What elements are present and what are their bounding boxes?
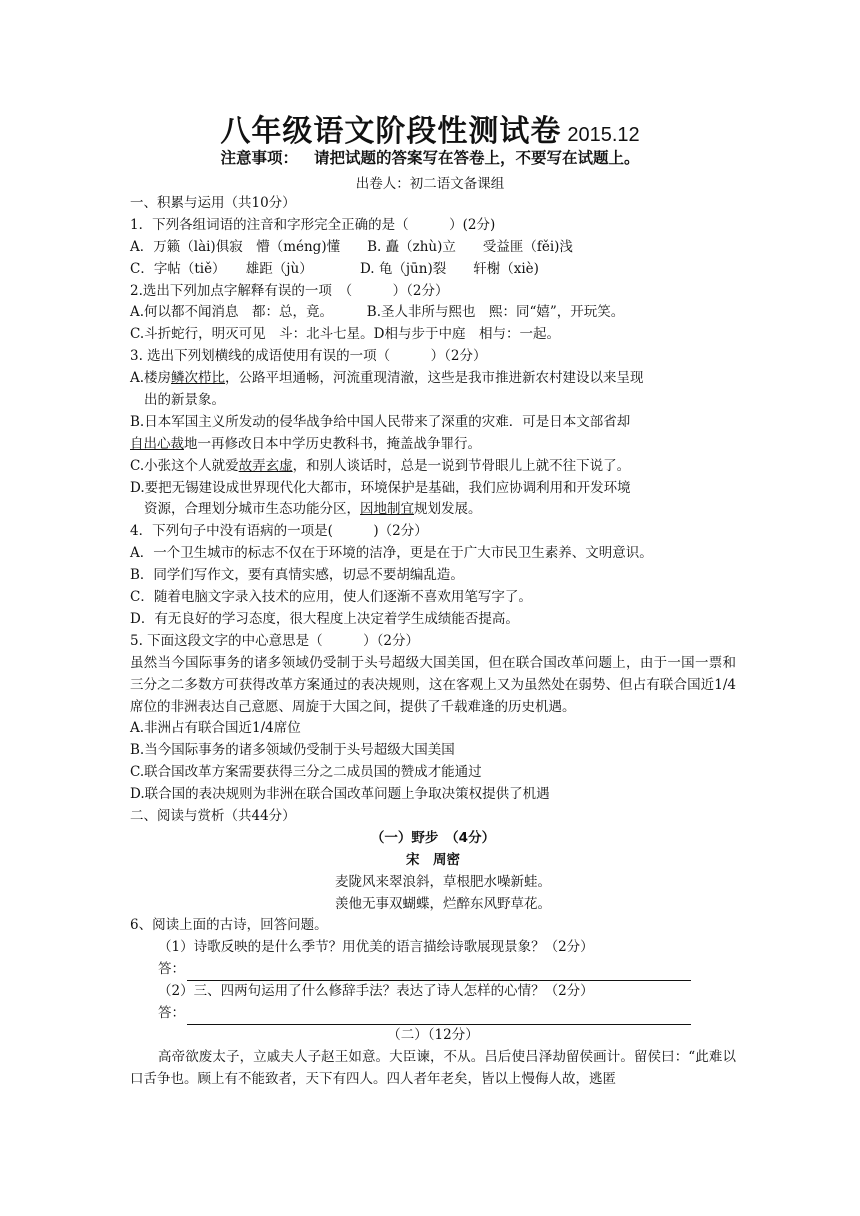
q6-sub-2: （2）三、四两句运用了什么修辞手法？表达了诗人怎样的心情？（2分） <box>158 983 594 1000</box>
part2-passage: 高帝欲废太子，立戚夫人子赵王如意。大臣谏，不从。吕后使吕泽劫留侯画计。留侯曰：“此难以口舌争也。顾上有不能致者，天下有四人。四人者年老矣，皆以上慢侮人故，逃匿 <box>130 1048 736 1087</box>
q4-option-b: B．同学们写作文，要有真情实感，切忌不要胡编乱造。 <box>130 567 464 584</box>
q5-option-c: C.联合国改革方案需要获得三分之二成员国的赞成才能通过 <box>130 764 482 781</box>
q6-sub-1: （1）诗歌反映的是什么季节？用优美的语言描绘诗歌展现景象？（2分） <box>158 939 594 956</box>
q3-option-c: C.小张这个人就爱故弄玄虚，和别人谈话时，总是一说到节骨眼儿上就不往下说了。 <box>130 457 631 474</box>
q6-stem: 6、阅读上面的古诗，回答问题。 <box>130 917 328 934</box>
section2-heading: 二、阅读与赏析（共44分） <box>130 807 296 824</box>
answer-line <box>187 1010 691 1025</box>
q2-options-cd: C.斗折蛇行，明灭可见 斗：北斗七星。D相与步于中庭 相与：一起。 <box>130 326 560 343</box>
q1-stem: 1．下列各组词语的注音和字形完全正确的是（ ）(2分) <box>130 216 496 233</box>
q6-answer-1 <box>130 959 736 981</box>
q4-option-c: C．随着电脑文字录入技术的应用，使人们逐渐不喜欢用笔写字了。 <box>130 589 532 606</box>
q3-option-d: D.要把无锡建设成世界现代化大都市，环境保护是基础，我们应协调利用和开发环境 <box>130 479 631 496</box>
q1-options-ab: A．万籁（lài)俱寂 懵（méng)懂 B. 矗（zhù)立 受益匪（fěi)浅 <box>130 238 573 255</box>
q4-option-d: D．有无良好的学习态度，很大程度上决定着学生成绩能否提高。 <box>130 610 519 627</box>
exam-body <box>130 193 736 1091</box>
part2-title: （二）（12分） <box>387 1026 479 1043</box>
q5-passage: 虽然当今国际事务的诸多领域仍受制于头号超级大国美国，但在联合国改革问题上，由于一国一票和三分之二多数方可获得改革方案通过的表决规则，这在客观上又为虽然处在弱势、但占有联合国近1/4席位的非洲表达自己意愿、周旋于大国之间，提供了千载难逢的历史机遇。 <box>130 654 736 715</box>
q6-answer-2 <box>130 1003 736 1025</box>
poem-author: 宋 周密 <box>406 851 460 868</box>
q3-option-b-cont: 自出心裁地一再修改日本中学历史教科书，掩盖战争罪行。 <box>130 435 481 452</box>
q5-stem: 5. 下面这段文字的中心意思是（ ）（2分） <box>130 632 420 649</box>
q3-idiom-d: 因地制宜 <box>360 501 414 518</box>
q3-option-d-cont: 资源，合理划分城市生态功能分区，因地制宜规划发展。 <box>144 501 482 518</box>
exam-date: 2015.12 <box>567 124 640 146</box>
q5-option-a: A.非洲占有联合国近1/4席位 <box>130 720 301 737</box>
q3-option-a-cont: 出的新景象。 <box>144 392 225 409</box>
answer-line <box>187 966 691 981</box>
poem-line-2: 羡他无事双蝴蝶，烂醉东风野草花。 <box>335 895 551 912</box>
q3-idiom-a: 鳞次栉比 <box>171 370 226 387</box>
q2-options-ab: A.何以都不闻消息 都：总，竟。 B.圣人非所与熙也 熙：同“嬉”，开玩笑。 <box>130 304 625 321</box>
q2-stem: 2.选出下列加点字解释有误的一项 （ ）（2分） <box>130 282 449 299</box>
q1-options-cd: C．字帖（tiě） 雄距（jù） D. 龟（jūn)裂 轩榭（xiè) <box>130 260 539 277</box>
section1-heading: 一、积累与运用（共10分） <box>130 195 296 211</box>
answer-label: 答： <box>158 961 185 978</box>
poem-title: （一）野步 （4分） <box>370 829 496 846</box>
q3-idiom-b: 自出心裁 <box>130 435 184 452</box>
q3-option-a: A.楼房鳞次栉比，公路平坦通畅，河流重现清澈，这些是我市推进新农村建设以来呈现 <box>130 370 644 387</box>
exam-author: 出卷人：初二语文备课组 <box>355 176 505 192</box>
exam-title <box>0 106 860 150</box>
q4-option-a: A．一个卫生城市的标志不仅在于环境的洁净，更是在于广大市民卫生素养、文明意识。 <box>130 545 653 562</box>
q3-option-b: B.日本军国主义所发动的侵华战争给中国人民带来了深重的灾难．可是日本文部省却 <box>130 413 631 430</box>
notice-text: 请把试题的答案写在答卷上，不要写在试题上。 <box>314 149 640 167</box>
q3-stem: 3. 选出下列划横线的成语使用有误的一项（ ）（2分） <box>130 348 487 365</box>
notice-label: 注意事项： <box>220 149 298 167</box>
poem-line-1: 麦陇风来翠浪斜，草根肥水噪新蛙。 <box>335 873 551 890</box>
q3-idiom-c: 故弄玄虚 <box>238 457 293 474</box>
answer-label: 答： <box>158 1004 185 1021</box>
notice-line <box>0 146 860 168</box>
q5-option-d: D.联合国的表决规则为非洲在联合国改革问题上争取决策权提供了机遇 <box>130 786 550 803</box>
q4-stem: 4．下列句子中没有语病的一项是( )（2分） <box>130 523 428 540</box>
q5-option-b: B.当今国际事务的诸多领域仍受制于头号超级大国美国 <box>130 742 455 759</box>
exam-title-main: 八年级语文阶段性测试卷 <box>220 114 562 149</box>
